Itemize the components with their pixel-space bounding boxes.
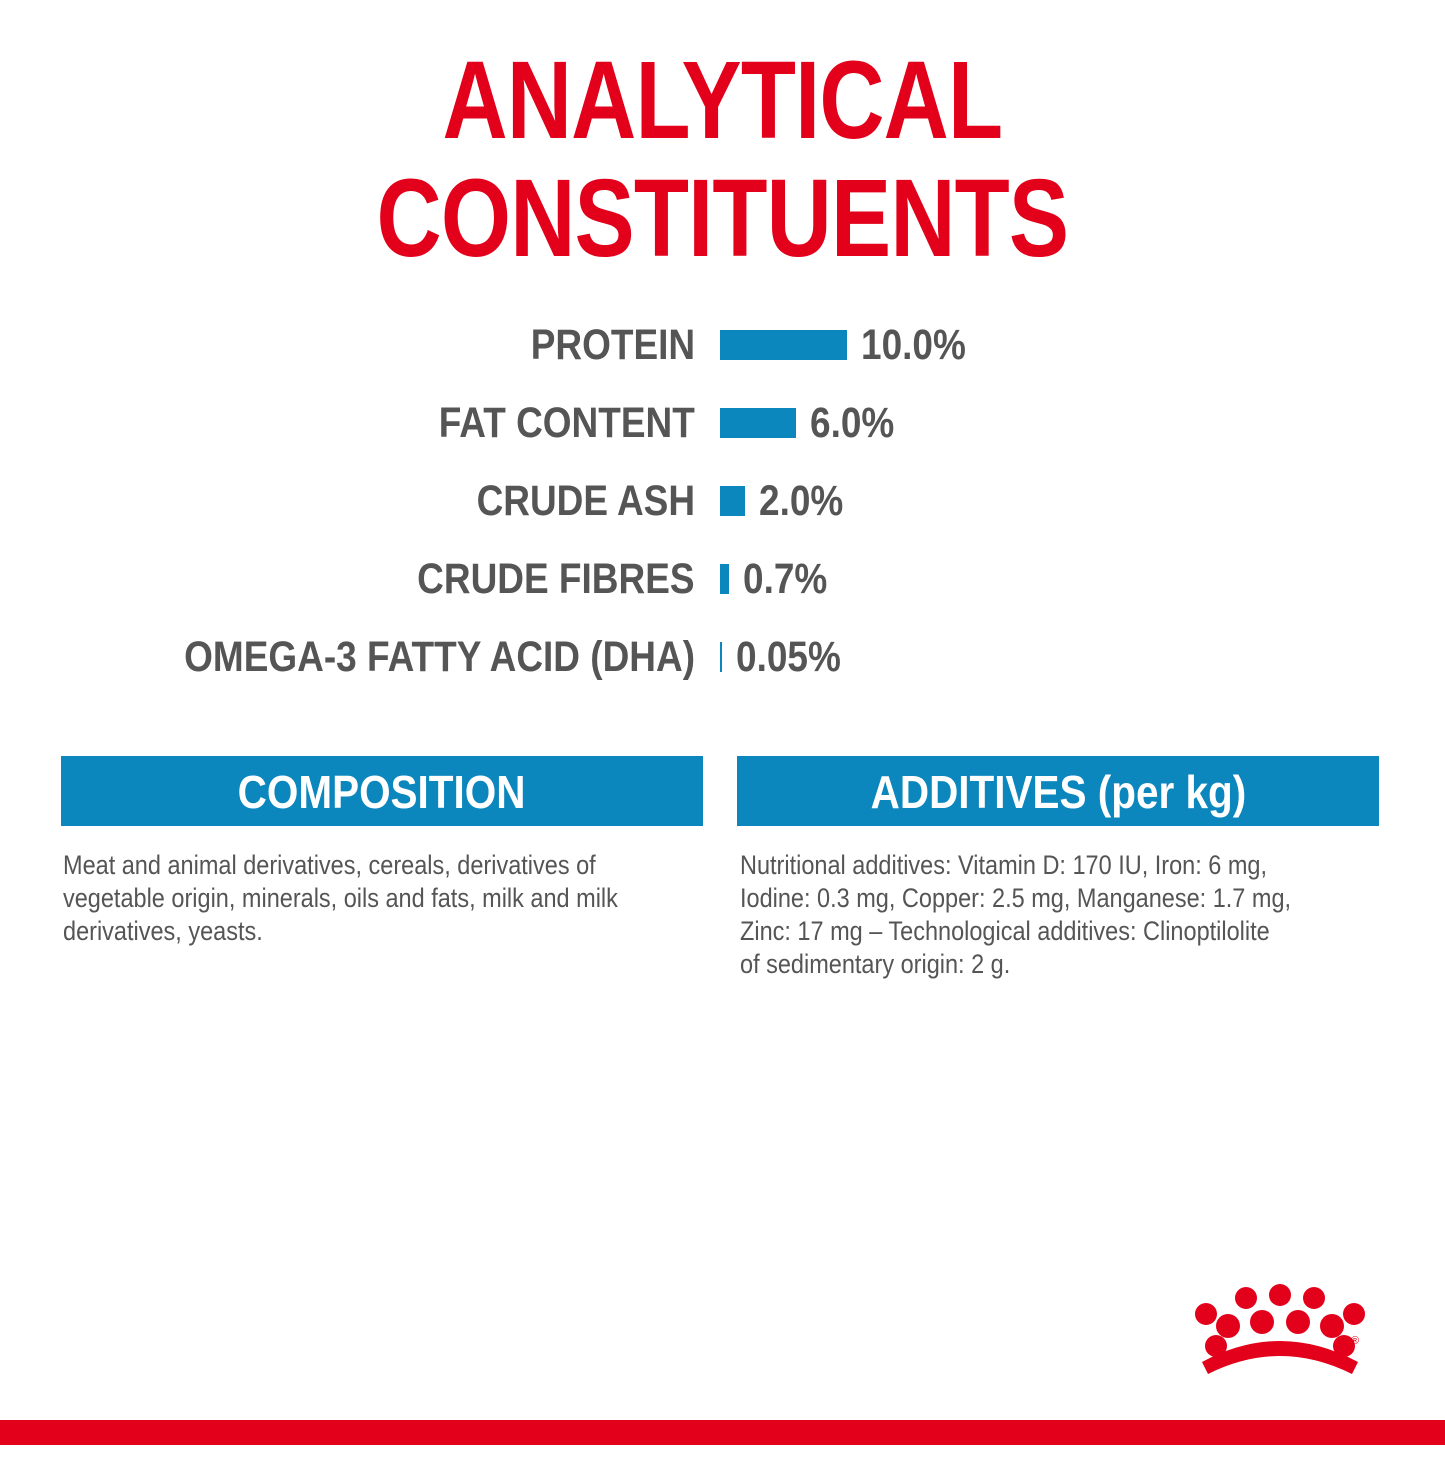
chart-row xyxy=(0,471,1445,531)
value-bar xyxy=(720,408,796,438)
value-bar xyxy=(720,330,847,360)
category-label: FAT CONTENT xyxy=(438,399,695,447)
title-line-1: ANALYTICAL xyxy=(442,39,1003,162)
title-line-2: CONSTITUENTS xyxy=(376,157,1069,280)
bottom-brand-band xyxy=(0,1420,1445,1445)
page-title xyxy=(130,39,1315,280)
value-bar xyxy=(720,564,729,594)
additives-header-label: ADDITIVES (per kg) xyxy=(870,766,1246,818)
additives-line: Zinc: 17 mg – Technological additives: Clinoptilolite xyxy=(740,916,1270,946)
additives-text xyxy=(740,849,1291,981)
additives-line: Iodine: 0.3 mg, Copper: 2.5 mg, Manganese: 1.7 mg, xyxy=(740,883,1292,913)
additives-line: of sedimentary origin: 2 g. xyxy=(740,949,1011,979)
crown-logo-icon xyxy=(1180,1278,1380,1478)
composition-line: vegetable origin, minerals, oils and fats, milk and milk xyxy=(63,883,618,913)
category-label: CRUDE ASH xyxy=(476,477,695,525)
value-bar xyxy=(720,642,722,672)
composition-line: Meat and animal derivatives, cereals, derivatives of xyxy=(63,850,596,880)
category-label: CRUDE FIBRES xyxy=(417,555,695,603)
category-label: OMEGA-3 FATTY ACID (DHA) xyxy=(184,633,695,681)
value-label: 6.0% xyxy=(810,399,895,447)
chart-row xyxy=(0,627,1445,687)
chart-row xyxy=(0,393,1445,453)
chart-row xyxy=(0,549,1445,609)
value-label: 10.0% xyxy=(861,321,966,369)
composition-header xyxy=(61,756,703,826)
category-label: PROTEIN xyxy=(530,321,695,369)
value-label: 2.0% xyxy=(759,477,844,525)
additives-header xyxy=(737,756,1379,826)
value-label: 0.7% xyxy=(742,555,828,603)
additives-line: Nutritional additives: Vitamin D: 170 IU, Iron: 6 mg, xyxy=(740,850,1268,880)
registered-mark: ® xyxy=(1351,1335,1360,1347)
composition-line: derivatives, yeasts. xyxy=(63,916,263,946)
chart-row xyxy=(0,315,1445,375)
composition-text xyxy=(63,849,618,948)
value-label: 0.05% xyxy=(736,633,841,681)
composition-header-label: COMPOSITION xyxy=(238,766,526,818)
value-bar xyxy=(720,486,745,516)
constituents-bar-chart xyxy=(0,315,1445,715)
